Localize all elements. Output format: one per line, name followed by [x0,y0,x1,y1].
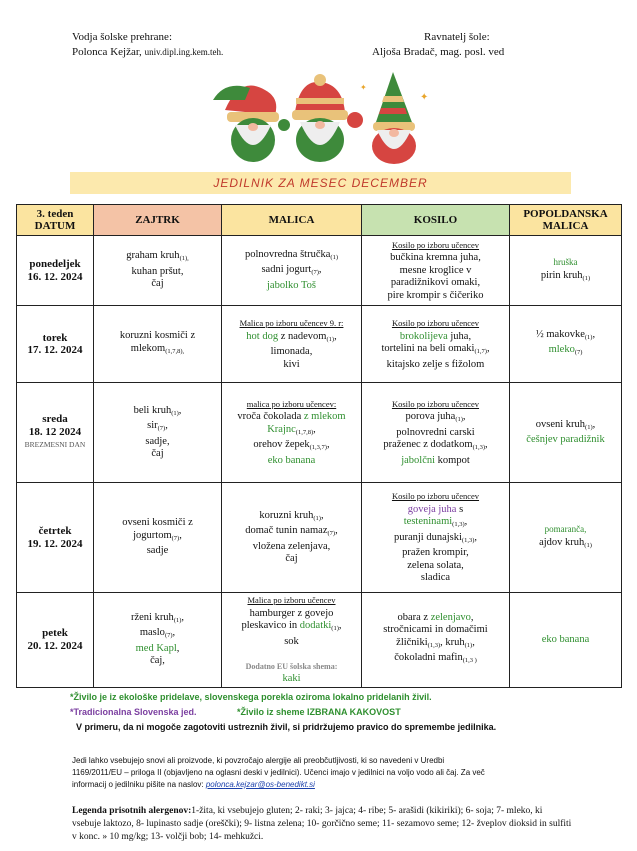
table-row [17,383,622,483]
menu-title-bar [70,172,571,194]
zajtrk-cell: ovseni kosmiči z jogurtom$_{(7)}$, sadje [94,483,222,593]
principal-name: Aljoša Bradač, mag. posl. ved [372,46,505,58]
allergy-info [72,755,572,791]
menu-title: JEDILNIK ZA MESEC DECEMBER [213,176,428,190]
popoldanska-cell: ½ makovke$_{(1)}$, mleko$_{(7)}$ [510,306,622,383]
col-kosilo: KOSILO [362,205,510,236]
col-datum: 3. teden DATUM [17,205,94,236]
email-link[interactable]: polonca.kejzar@os-benedikt.si [205,780,315,789]
menu-table [16,204,622,688]
kosilo-cell: Kosilo po izboru učencev porova juha$_{(1)}$, polnovredni carski praženec z dodatkom$_{(1,3)}$, jabolčni kompot [362,383,510,483]
table-row [17,483,622,593]
popoldanska-cell: pomaranča, ajdov kruh$_{(1)}$ [510,483,622,593]
zajtrk-cell: graham kruh$_{(1),}$ kuhan pršut, čaj [94,236,222,306]
zajtrk-cell: beli kruh$_{(1)}$, sir$_{(7)}$, sadje, čaj [94,383,222,483]
legend-label: Legenda prisotnih alergenov: [72,806,192,816]
malica-cell: Malica po izboru učencev 9. r: hot dog z nadevom$_{(1)}$, limonada, kivi [222,306,362,383]
kosilo-cell: obara z zelenjavo, stročnicami in domačimi žličniki$_{(1,3)}$, kruh$_{(1)}$, čokoladni mafin$_{(1,3 )}$ [362,593,510,688]
table-header-row [17,205,622,236]
day-cell: ponedeljek 16. 12. 2024 [17,236,94,306]
kosilo-cell: Kosilo po izboru učencev bučkina kremna juha, mesne kroglice v paradižnikovi omaki, pire krompir s čičeriko [362,236,510,306]
day-cell: torek 17. 12. 2024 [17,306,94,383]
footnote-disclaimer: V primeru, da ni mogoče zagotoviti ustreznih živil, si pridržujemo pravico do spremembe jedilnika. [76,722,497,732]
gnome-middle-icon [278,74,363,162]
zajtrk-cell: rženi kruh$_{(1)}$, maslo$_{(7)}$, med Kapl, čaj, [94,593,222,688]
col-popoldanska-malica: POPOLDANSKA MALICA [510,205,622,236]
popoldanska-cell: hruška pirin kruh$_{(1)}$ [510,236,622,306]
nutrition-lead-name: Polonca Kejžar, univ.dipl.ing.kem.teh. [72,46,224,58]
day-cell: petek 20. 12. 2024 [17,593,94,688]
col-malica: MALICA [222,205,362,236]
popoldanska-cell: eko banana [510,593,622,688]
kosilo-cell: Kosilo po izboru učencev brokolijeva juha, tortelini na beli omaki$_{(1,7)}$, kitajsko zelje s fižolom [362,306,510,383]
col-zajtrk: ZAJTRK [94,205,222,236]
legend-text: 1-žita, ki vsebujejo gluten; 2- raki; 3- jajca; 4- ribe; 5- arašidi (kikiriki); 6- soja; 7- mleko, ki vsebuje laktozo, 8- lupinasto sadje (oreščki); 9- listna zelena; 10- gorčično seme; 11- sezamovo seme; 12- žveplov dioksid in sulfiti v konc. » 10 mg/kg; 13- volčji bob; 14- mehkužci. [72,806,572,842]
gnome-right-icon [360,72,428,164]
popoldanska-cell: ovseni kruh$_{(1)}$, češnjev paradižnik [510,383,622,483]
malica-cell: Malica po izboru učencev hamburger z govejo pleskavico in dodatki$_{(1)}$, sok Dodatno EU šolska shema: kaki [222,593,362,688]
gnome-left-icon [213,86,279,163]
christmas-gnomes-illustration [205,70,435,165]
header-right [372,30,522,60]
footnote-eco: *Živilo je iz ekološke pridelave, slovenskega porekla oziroma lokalno pridelanih živil. [70,692,432,702]
zajtrk-cell: koruzni kosmiči z mlekom$_{(1,7,8),}$ [94,306,222,383]
header-left [72,30,223,60]
info-line: Jedi lahko vsebujejo snovi ali proizvode, ki povzročajo alergije ali preobčutljivosti, ki so navedeni v Uredbi [72,756,445,765]
svg-text:✦: ✦ [420,92,429,103]
malica-cell: koruzni kruh$_{(1)}$, domač tunin namaz$_{(7)}$, vložena zelenjava, čaj [222,483,362,593]
footnote-quality-scheme: *Živilo iz sheme IZBRANA KAKOVOST [237,707,401,717]
table-row [17,306,622,383]
info-line: 1169/2011/EU – priloga II (objavljeno na oglasni deski v jedilnici). Učenci imajo v jedilnici na voljo vodo ali čaj. Za več [72,768,485,777]
table-row [17,236,622,306]
info-line: informacij o jedilniku pišite na naslov: polonca.kejzar@os-benedikt.si [72,780,315,789]
day-cell: sreda 18. 12 2024 BREZMESNI DAN [17,383,94,483]
malica-cell: polnovredna štručka$_{(1)}$ sadni jogurt$_{(7)}$, jabolko Toš [222,236,362,306]
day-cell: četrtek 19. 12. 2024 [17,483,94,593]
principal-title: Ravnatelj šole: [424,31,490,43]
nutrition-lead-title: Vodja šolske prehrane: [72,31,172,43]
allergen-legend [72,805,572,844]
svg-text:✦: ✦ [360,83,367,92]
malica-cell: malica po izboru učencev: vroča čokolada z mlekom Krajnc$_{(1,7,8)}$, orehov žepek$_{(1,3,7)}$, eko banana [222,383,362,483]
footnote-traditional: *Tradicionalna Slovenska jed. [70,707,197,717]
table-row [17,593,622,688]
kosilo-cell: Kosilo po izboru učencev goveja juha s testeninami$_{(1,3)}$, puranji dunajski$_{(1,3)}$, pražen krompir, zelena solata, sladica [362,483,510,593]
